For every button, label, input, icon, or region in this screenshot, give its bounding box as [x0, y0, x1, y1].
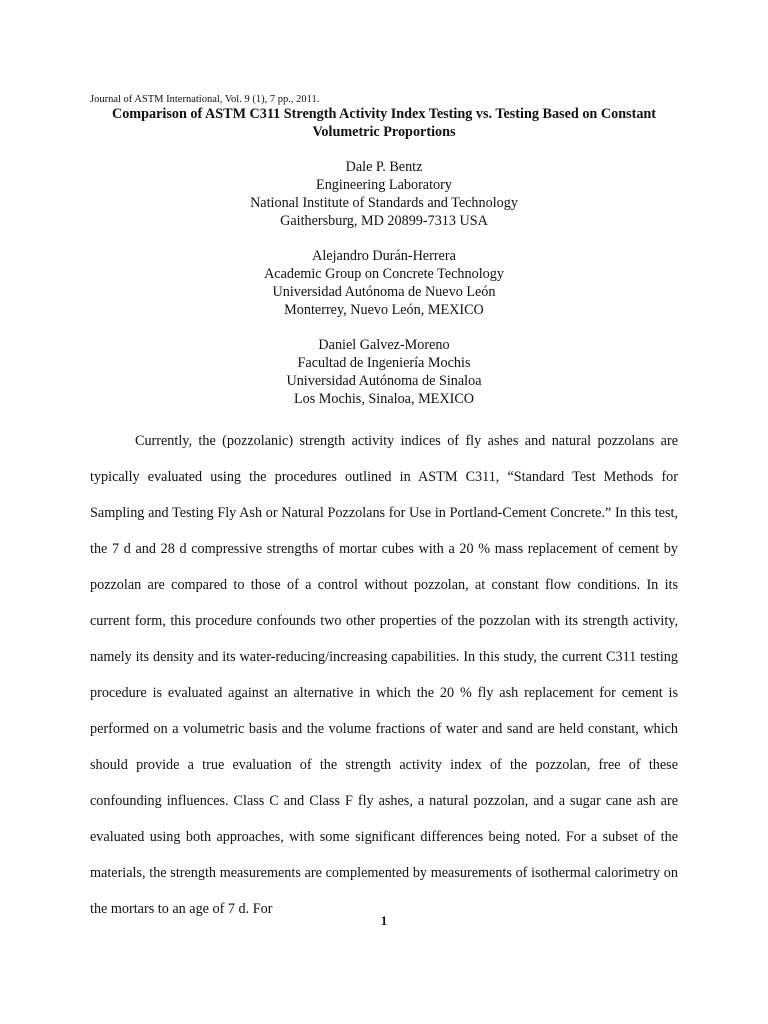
author-institution: National Institute of Standards and Technology	[250, 195, 518, 211]
journal-citation: Journal of ASTM International, Vol. 9 (1), 7 pp., 2011.	[90, 94, 320, 105]
author-block	[80, 336, 688, 408]
author-location: Los Mochis, Sinaloa, MEXICO	[293, 391, 475, 407]
author-block	[80, 158, 688, 230]
author-block	[80, 247, 688, 319]
paper-title-line: Comparison of ASTM C311 Strength Activity Index Testing vs. Testing Based on Constant	[111, 106, 657, 122]
author-institution: Universidad Autónoma de Sinaloa	[286, 373, 482, 389]
author-location: Gaithersburg, MD 20899-7313 USA	[280, 213, 488, 229]
author-department: Engineering Laboratory	[316, 177, 452, 193]
author-department: Facultad de Ingeniería Mochis	[297, 355, 471, 371]
author-name: Daniel Galvez-Moreno	[318, 337, 450, 353]
author-institution: Universidad Autónoma de Nuevo León	[272, 284, 496, 300]
author-department: Academic Group on Concrete Technology	[264, 266, 504, 282]
page-number: 1	[380, 914, 388, 928]
paper-title	[60, 105, 708, 141]
author-name: Alejandro Durán-Herrera	[312, 248, 456, 264]
paper-title-line: Volumetric Proportions	[312, 124, 456, 140]
author-name: Dale P. Bentz	[345, 159, 423, 175]
author-location: Monterrey, Nuevo León, MEXICO	[284, 302, 484, 318]
abstract-paragraph: Currently, the (pozzolanic) strength activity indices of fly ashes and natural pozzolans are typically evaluated using the procedures outlined in ASTM C311, “Standard Test Methods for Sampling and Testing Fly Ash or Natural Pozzolans for Use in Portland-Cement Concrete.” In this test, the 7 d and 28 d compressive strengths of mortar cubes with a 20 % mass replacement of cement by pozzolan are compared to those of a control without pozzolan, at constant flow conditions. In its current form, this procedure confounds two other properties of the pozzolan with its strength activity, namely its density and its water-reducing/increasing capabilities. In this study, the current C311 testing procedure is evaluated against an alternative in which the 20 % fly ash replacement for cement is performed on a volumetric basis and the volume fractions of water and sand are held constant, which should provide a true evaluation of the strength activity index of the pozzolan, free of these confounding influences. Class C and Class F fly ashes, a natural pozzolan, and a sugar cane ash are evaluated using both approaches, with some significant differences being noted. For a subset of the materials, the strength measurements are complemented by measurements of isothermal calorimetry on the mortars to an age of 7 d. For	[90, 433, 678, 917]
